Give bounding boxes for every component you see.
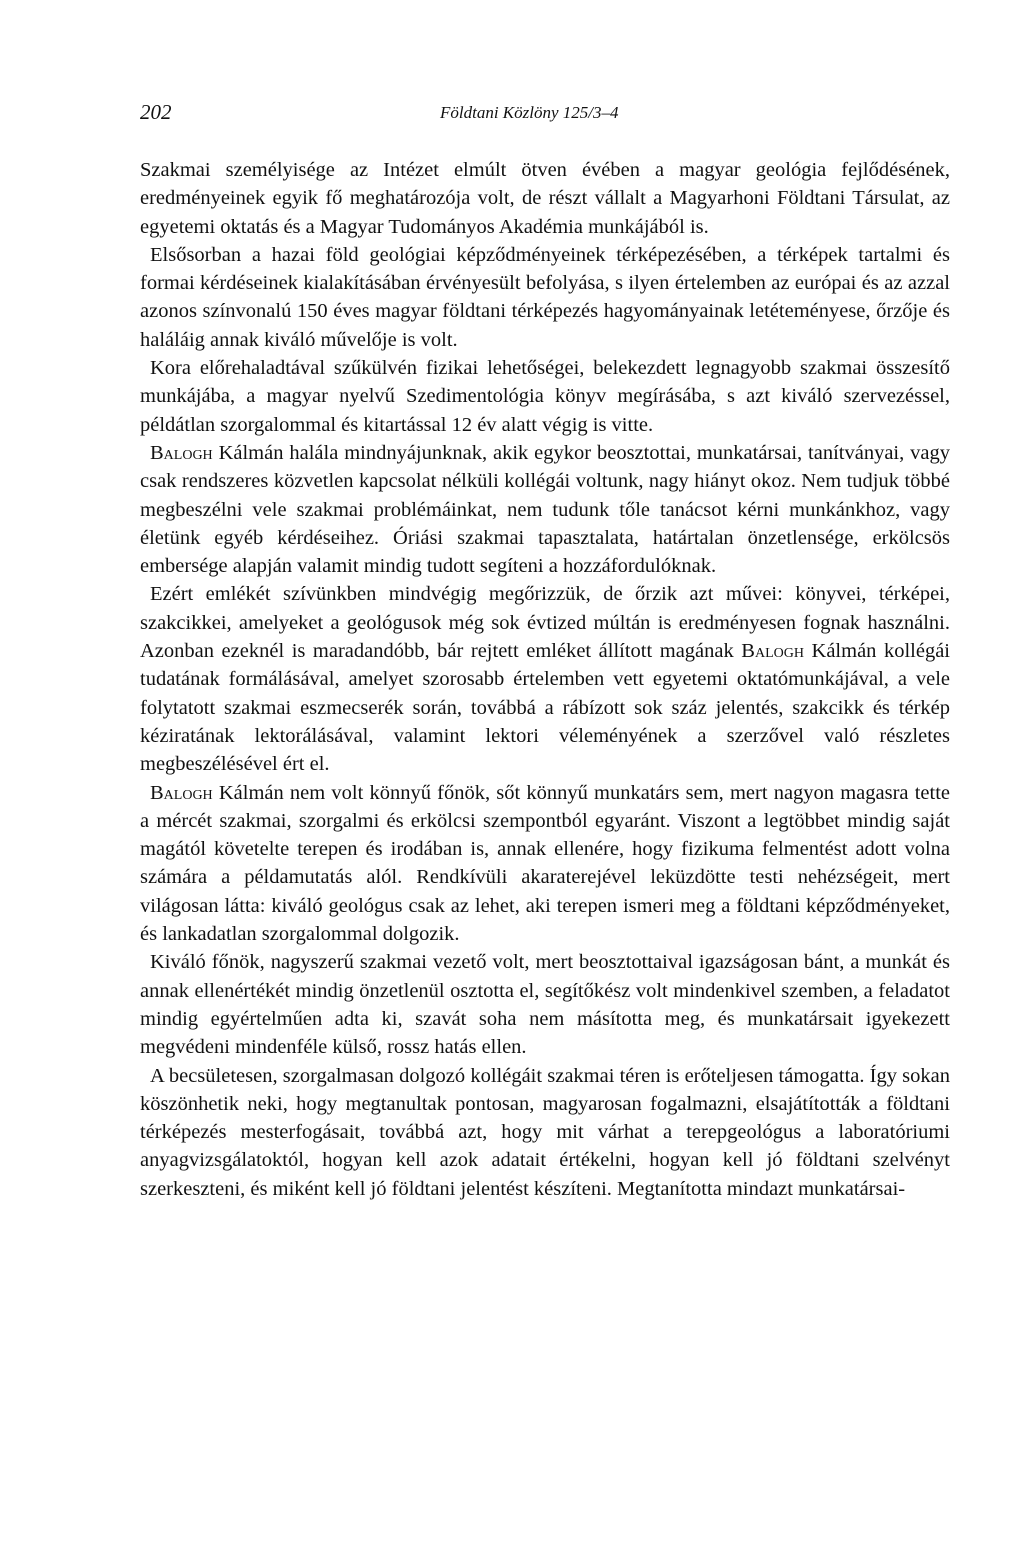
paragraph-1-text: Szakmai személyisége az Intézet elmúlt ötven évében a magyar geológia fejlődésének, eredményeinek egyik fő meghatározója volt, de részt vállalt a Magyarhoni Földtani Társulat, az egyetemi oktatás és a Magyar Tudományos Akadémia munkájából is. (140, 159, 950, 238)
paragraph-2 (140, 241, 950, 354)
person-name-small-caps: Balogh (150, 441, 213, 464)
paragraph-4-text: Kálmán halála mindnyájunknak, akik egykor beosztottai, munkatársai, tanítványai, vagy csak rendszeres közvetlen kapcsolat nélküli kollégái voltunk, nagy hiányt okoz. Nem tudjuk többé megbeszélni vele szakmai problémáinkat, nem tudunk tőle tanácsot kérni munkánkhoz, vagy életünk egyéb kérdéseihez. Óriási szakmai tapasztalata, határtalan önzetlensége, erkölcsös embersége alapján valamit mindig tudott segíteni a hozzáfordulóknak. (140, 441, 950, 578)
paragraph-6-text: Kálmán nem volt könnyű főnök, sőt könnyű munkatárs sem, mert nagyon magasra tette a mércét szakmai, szorgalmi és erkölcsi szempontból egyaránt. Viszont a legtöbbet mindig saját magától követelte terepen és irodában is, annak ellenére, hogy fizikuma felmentést adott volna számára a példamutatás alól. Rendkívüli akaraterejével leküzdötte testi nehézségeit, mert világosan látta: kiváló geológus csak az lehet, aki terepen ismeri meg a földtani képződményeket, és lankadatlan szorgalommal dolgozik. (140, 781, 950, 946)
article-body (140, 156, 950, 1203)
person-name-small-caps: Balogh (741, 640, 804, 663)
paragraph-5 (140, 580, 950, 778)
page-header (140, 100, 950, 134)
paragraph-7-text: Kiváló főnök, nagyszerű szakmai vezető volt, mert beosztottaival igazságosan bánt, a munkát és annak ellenértékét mindig önzetlenül osztotta el, segítőkész volt mindenkivel szemben, a feladatot mindig egyértelműen adta ki, szavát soha nem másította meg, és munkatársait igyekezett megvédeni mindenféle külső, rossz hatás ellen. (140, 951, 950, 1059)
paragraph-7 (140, 948, 950, 1061)
paragraph-5-text-before: Ezért emlékét szívünkben mindvégig megőrizzük, de őrzik azt művei: könyvei, térképei, szakcikkei, amelyeket a geológusok még sok évtized múltán is eredményesen fognak használni. Azonban ezeknél is maradandóbb, bár rejtett emléket állított magának (140, 583, 950, 663)
paragraph-6 (140, 779, 950, 949)
paragraph-5-text-after: Kálmán kollégái tudatának formálásával, amelyet szorosabb értelemben vett egyetemi oktatómunkájával, a vele folytatott szakmai eszmecserék során, továbbá a rábízott sok száz jelentés, szakcikk és térkép kéziratának lektorálásával, valamint lektori véleményének a szerzővel való részletes megbeszélésével ért el. (140, 640, 950, 776)
person-name-small-caps: Balogh (150, 781, 213, 804)
paragraph-2-text: Elsősorban a hazai föld geológiai képződményeinek térképezésében, a térképek tartalmi és formai kérdéseinek kialakításában érvényesült befolyása, s ilyen értelemben az európai és az azzal azonos színvonalú 150 éves magyar földtani térképezés hagyományainak letéteményese, őrzője és haláláig annak kiváló művelője is volt. (140, 243, 950, 351)
paragraph-8-text: A becsületesen, szorgalmasan dolgozó kollégáit szakmai téren is erőteljesen támogatta. Így sokan köszönhetik neki, hogy megtanultak pontosan, magyarosan fogalmazni, elsajátították a földtani térképezés mesterfogásait, továbbá azt, hogy mit várhat a terepgeológus a laboratóriumi anyagvizsgálatoktól, hogyan kell azok adatait értékelni, hogyan kell jó földtani szelvényt szerkeszteni, és miként kell jó földtani jelentést készíteni. Megtanította mindazt munkatársai- (140, 1064, 950, 1200)
paragraph-4 (140, 439, 950, 580)
paragraph-8 (140, 1062, 950, 1203)
page-number: 202 (140, 100, 172, 124)
paragraph-3-text: Kora előrehaladtával szűkülvén fizikai lehetőségei, belekezdett legnagyobb szakmai összesítő munkájába, a magyar nyelvű Szedimentológia könyv megírásába, s azt kiváló szervezéssel, példátlan szorgalommal és kitartással 12 év alatt végig is vitte. (140, 357, 950, 436)
paragraph-1 (140, 156, 950, 241)
journal-running-title: Földtani Közlöny 125/3–4 (440, 103, 619, 122)
paragraph-3 (140, 354, 950, 439)
